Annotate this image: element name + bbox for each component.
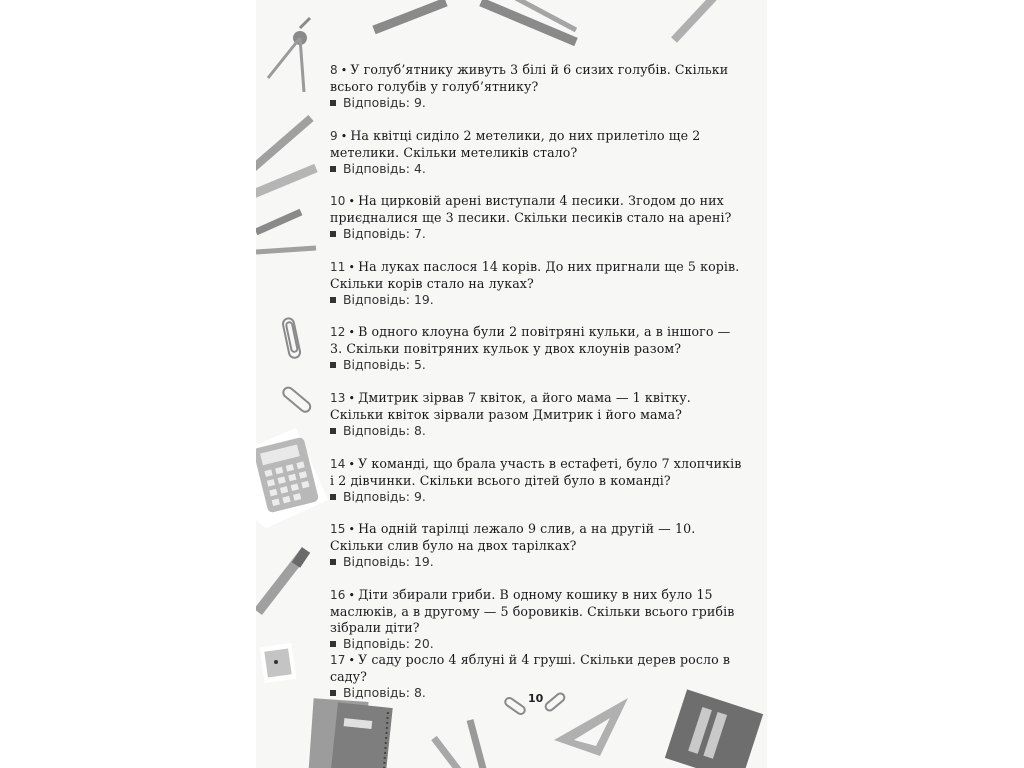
problem-item — [330, 128, 742, 194]
bullet: • — [348, 260, 356, 274]
answer-label: Відповідь: — [343, 635, 410, 651]
problem-item — [330, 324, 742, 390]
answer-label: Відповідь: — [343, 160, 410, 176]
problem-text: У команді, що брала участь в естафеті, було 7 хлопчиків і 2 дівчинки. Скільки всього дітей було в команді? — [330, 455, 742, 488]
answer-value: 4. — [413, 160, 426, 176]
answer-label: Відповідь: — [343, 685, 410, 701]
pen-icon — [258, 550, 306, 612]
answer-value: 9. — [413, 488, 426, 504]
bullet: • — [348, 523, 356, 537]
sharpener-icon — [260, 643, 297, 683]
problem-item — [330, 652, 742, 718]
problem-text: В одного клоуна були 2 повітряні кульки, а в іншого — 3. Скільки повітряних кульок у двох клоунів разом? — [330, 324, 731, 357]
pencil-icon — [256, 118, 316, 252]
answer-value: 20. — [413, 635, 434, 651]
bullet: • — [348, 195, 356, 209]
square-bullet-icon — [330, 494, 336, 500]
answer-value: 8. — [413, 422, 426, 438]
answer-line — [330, 489, 742, 505]
problem-item — [330, 193, 742, 259]
square-bullet-icon — [330, 297, 336, 303]
bullet: • — [348, 457, 356, 471]
problem-number: 14 — [330, 456, 346, 471]
square-bullet-icon — [330, 641, 336, 647]
paper-clip-icon — [281, 317, 312, 413]
answer-label: Відповідь: — [343, 554, 410, 570]
answer-value: 7. — [413, 226, 426, 242]
problem-number: 13 — [330, 390, 346, 405]
calculator-icon — [256, 428, 328, 528]
problem-item — [330, 456, 742, 522]
square-bullet-icon — [330, 362, 336, 368]
problem-number: 15 — [330, 522, 346, 537]
page-number: 10 — [528, 692, 544, 705]
answer-value: 5. — [413, 357, 426, 373]
bullet: • — [348, 326, 356, 340]
problem-text: На луках паслося 14 корів. До них пригнали ще 5 корів. Скільки корів стало на луках? — [330, 258, 740, 291]
bullet: • — [340, 64, 348, 77]
answer-label: Відповідь: — [343, 357, 410, 373]
compass-icon — [268, 18, 310, 92]
answer-value: 19. — [413, 291, 434, 307]
document-page — [256, 0, 767, 768]
answer-value: 8. — [413, 685, 426, 701]
answer-line — [330, 292, 742, 308]
problem-item — [330, 259, 742, 325]
square-bullet-icon — [330, 559, 336, 565]
answer-label: Відповідь: — [343, 488, 410, 504]
problem-item — [330, 62, 742, 128]
answer-value: 9. — [413, 95, 426, 110]
problem-number: 12 — [330, 325, 346, 340]
answer-line — [330, 554, 742, 570]
problem-text: На цирковій арені виступали 4 песики. Згодом до них приєдналися ще 3 песики. Скільки песиків стало на арені? — [330, 193, 732, 226]
answer-label: Відповідь: — [343, 291, 410, 307]
answer-label: Відповідь: — [343, 422, 410, 438]
square-bullet-icon — [330, 690, 336, 696]
bullet: • — [340, 129, 348, 143]
problem-number: 8 — [330, 63, 338, 77]
bullet: • — [348, 391, 356, 405]
problem-text: Діти збирали гриби. В одному кошику в них було 15 маслюків, а в другому — 5 боровиків. Скільки всього грибів зібрали діти? — [330, 586, 735, 635]
problem-number: 9 — [330, 128, 338, 143]
square-bullet-icon — [330, 100, 336, 106]
square-bullet-icon — [330, 166, 336, 172]
problem-item — [330, 521, 742, 587]
problem-text: У саду росло 4 яблуні й 4 груші. Скільки дерев росло в саду? — [330, 652, 731, 685]
answer-label: Відповідь: — [343, 95, 410, 110]
answer-line — [330, 95, 742, 111]
problem-text: На квітці сиділо 2 метелики, до них прилетіло ще 2 метелики. Скільки метеликів стало? — [330, 127, 701, 160]
problem-number: 10 — [330, 194, 346, 209]
answer-line — [330, 423, 742, 439]
pencil-icon — [346, 0, 716, 42]
answer-label: Відповідь: — [343, 226, 410, 242]
problem-number: 16 — [330, 587, 346, 602]
problem-item — [330, 587, 742, 653]
answer-line — [330, 636, 742, 652]
problem-text: У голуб’ятнику живуть 3 білі й 6 сизих голубів. Скільки всього голубів у голуб’ятнику? — [330, 62, 729, 94]
problem-text: Дмитрик зірвав 7 квіток, а його мама — 1 квітку. Скільки квіток зірвали разом Дмитрик і його мама? — [330, 389, 691, 422]
bullet: • — [348, 588, 356, 602]
problem-number: 17 — [330, 653, 346, 668]
square-bullet-icon — [330, 231, 336, 237]
problem-number: 11 — [330, 259, 346, 274]
problem-list — [330, 62, 742, 718]
bullet: • — [348, 654, 356, 668]
problem-item — [330, 390, 742, 456]
answer-line — [330, 161, 742, 177]
answer-line — [330, 226, 742, 242]
answer-value: 19. — [413, 554, 434, 570]
pencil-icon — [434, 720, 486, 768]
square-bullet-icon — [330, 428, 336, 434]
problem-text: На одній тарілці лежало 9 слив, а на другій — 10. Скільки слив було на двох тарілках? — [330, 521, 696, 554]
answer-line — [330, 357, 742, 373]
